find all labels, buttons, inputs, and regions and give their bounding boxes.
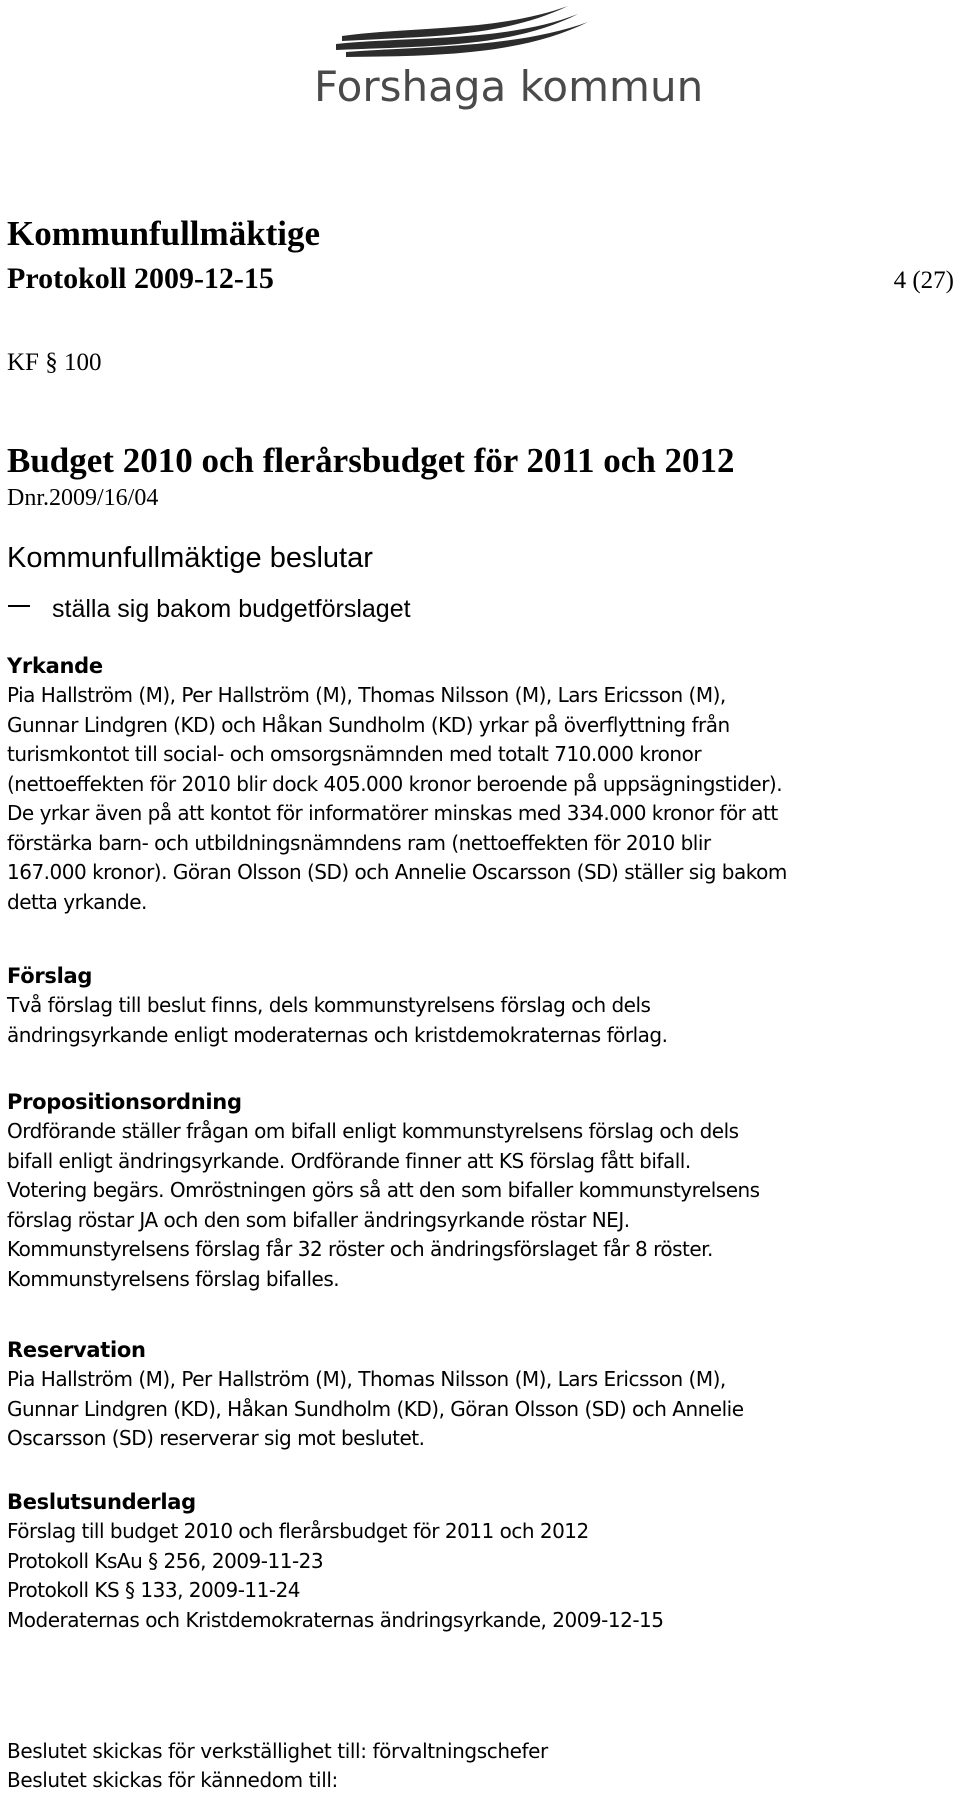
text-line: Förslag till budget 2010 och flerårsbudget för 2011 och 2012 <box>7 1519 589 1543</box>
section-heading: Propositionsordning <box>7 1090 242 1114</box>
text-line: Oscarsson (SD) reserverar sig mot beslutet. <box>7 1426 425 1450</box>
committee-title: Kommunfullmäktige <box>7 214 321 253</box>
text-line: ändringsyrkande enligt moderaternas och kristdemokraternas förlag. <box>7 1022 668 1047</box>
decision-heading: Kommunfullmäktige beslutar <box>7 542 373 574</box>
text-line: Gunnar Lindgren (KD), Håkan Sundholm (KD), Göran Olsson (SD) och Annelie <box>7 1396 744 1421</box>
section-heading: Yrkande <box>7 654 103 678</box>
page-number: 4 (27) <box>893 267 954 294</box>
footer-line: Beslutet skickas för verkställighet till: förvaltningschefer <box>7 1739 548 1763</box>
section-body <box>7 991 952 1050</box>
section-heading: Förslag <box>7 964 93 988</box>
text-line: Votering begärs. Omröstningen görs så att den som bifaller kommunstyrelsens <box>7 1178 760 1202</box>
text-line: detta yrkande. <box>7 889 147 914</box>
section-heading: Reservation <box>7 1338 146 1362</box>
text-line: turismkontot till social- och omsorgsnämnden med totalt 710.000 kronor <box>7 742 702 766</box>
text-line: förstärka barn- och utbildningsnämndens ram (nettoeffekten för 2010 blir <box>7 830 711 855</box>
section-body <box>7 681 952 917</box>
section-body <box>7 1117 952 1294</box>
text-line: 167.000 kronor). Göran Olsson (SD) och Annelie Oscarsson (SD) ställer sig bakom <box>7 860 787 884</box>
text-line: Protokoll KS § 133, 2009-11-24 <box>7 1578 301 1602</box>
section-propositionsordning <box>7 1087 952 1294</box>
text-line: Protokoll KsAu § 256, 2009-11-23 <box>7 1548 324 1573</box>
text-line: förslag röstar JA och den som bifaller ändringsyrkande röstar NEJ. <box>7 1207 630 1232</box>
paragraph-ref: KF § 100 <box>7 349 102 376</box>
section-heading: Beslutsunderlag <box>7 1490 196 1514</box>
distribution-footer <box>7 1737 952 1795</box>
text-line: Pia Hallström (M), Per Hallström (M), Thomas Nilsson (M), Lars Ericsson (M), <box>7 1367 726 1391</box>
text-line: De yrkar även på att kontot för informatörer minskas med 334.000 kronor för att <box>7 801 778 825</box>
logo-text: Forshaga kommun <box>314 62 704 111</box>
footer-body <box>7 1737 952 1795</box>
text-line: Moderaternas och Kristdemokraternas ändringsyrkande, 2009-12-15 <box>7 1607 664 1632</box>
text-line: Pia Hallström (M), Per Hallström (M), Thomas Nilsson (M), Lars Ericsson (M), <box>7 683 726 707</box>
footer-line: Beslutet skickas för kännedom till: <box>7 1768 338 1792</box>
section-forslag <box>7 961 952 1050</box>
item-title: Budget 2010 och flerårsbudget för 2011 och 2012 <box>7 441 735 480</box>
diary-number: Dnr.2009/16/04 <box>7 485 159 511</box>
section-reservation <box>7 1335 952 1454</box>
decision-point <box>8 595 411 624</box>
text-line: Två förslag till beslut finns, dels kommunstyrelsens förslag och dels <box>7 993 651 1017</box>
section-beslutsunderlag <box>7 1487 952 1635</box>
decision-point-text: ställa sig bakom budgetförslaget <box>52 595 411 623</box>
section-body <box>7 1517 952 1635</box>
text-line: bifall enligt ändringsyrkande. Ordförande finner att KS förslag fått bifall. <box>7 1148 691 1173</box>
forshaga-logo <box>306 0 704 120</box>
text-line: (nettoeffekten för 2010 blir dock 405.000 kronor beroende på uppsägningstider). <box>7 771 783 796</box>
text-line: Kommunstyrelsens förslag får 32 röster och ändringsförslaget får 8 röster. <box>7 1237 713 1261</box>
text-line: Ordförande ställer frågan om bifall enligt kommunstyrelsens förslag och dels <box>7 1119 739 1143</box>
text-line: Kommunstyrelsens förslag bifalles. <box>7 1266 340 1291</box>
swoosh-lines-logo-icon <box>306 0 656 62</box>
protocol-date: Protokoll 2009-12-15 <box>7 262 274 295</box>
section-yrkande <box>7 651 952 917</box>
text-line: Gunnar Lindgren (KD) och Håkan Sundholm (KD) yrkar på överflyttning från <box>7 712 730 737</box>
section-body <box>7 1365 952 1454</box>
dash-bullet-icon <box>8 605 30 607</box>
